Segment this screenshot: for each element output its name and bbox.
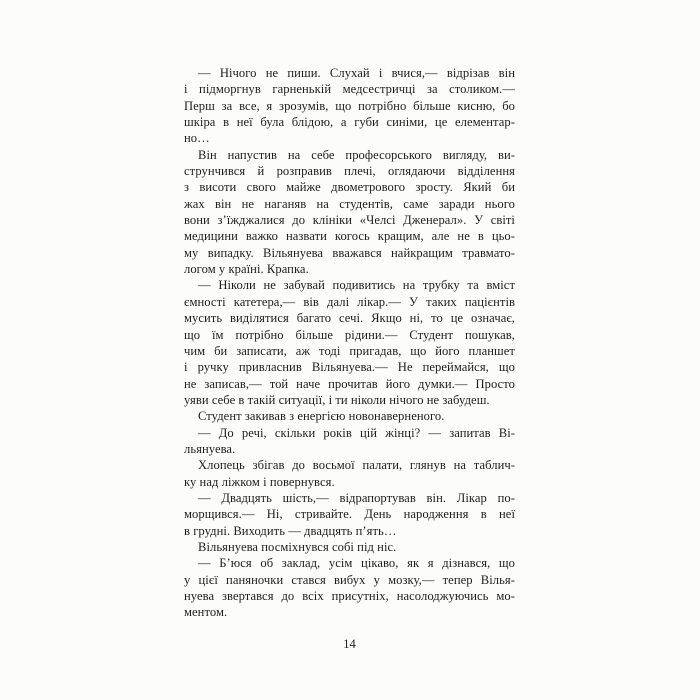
- text-line: мусить виділятися багато сечі. Якщо ні, то це означає,: [184, 311, 515, 326]
- text-line: Перш за все, я зрозумів, що потрібно більше кисню, бо: [184, 98, 515, 113]
- paragraph: [184, 425, 515, 458]
- text-line: — Б’юся об заклад, усім цікаво, як я дізнався, що: [198, 556, 515, 571]
- text-line: уяви себе в такій ситуації, і ти ніколи нічого не забудеш.: [184, 392, 490, 407]
- text-line: Хлопець збігав до восьмої палати, глянув на таблич-: [198, 458, 515, 473]
- text-line: в грудні. Виходить — двадцять п’ять…: [184, 523, 397, 538]
- text-line: що їм потрібно більше рідини.— Студент пошукав,: [184, 327, 515, 342]
- paragraph: [184, 457, 515, 490]
- text-line: з висоти свого майже двометрового зросту. Який би: [184, 180, 515, 195]
- paragraph: [184, 555, 515, 620]
- text-line: му випадку. Вільянуева вважався найкращим травмато-: [184, 245, 515, 260]
- text-line: морщився.— Ні, стривайте. День народження в неї: [184, 507, 515, 522]
- text-line: у цієї паняночки стався вибух у мозку,— тепер Вілья-: [184, 572, 515, 587]
- text-line: логом у країні. Крапка.: [184, 262, 309, 277]
- text-line: — Ніколи не забувай подивитись на трубку та вміст: [198, 278, 515, 293]
- text-line: Вільянуева посміхнувся собі під ніс.: [198, 539, 397, 554]
- text-line: Він напустив на себе професорського вигляду, ви-: [198, 147, 515, 162]
- text-line: і підморгнув гарненькій медсестричці за столиком.—: [184, 82, 515, 97]
- text-line: льянуева.: [184, 441, 236, 456]
- text-line: но…: [184, 131, 210, 146]
- text-block: [184, 65, 515, 621]
- paragraph: [184, 65, 515, 147]
- paragraph: [184, 147, 515, 278]
- text-line: — До речі, скільки років цій жінці? — запитав Ві-: [198, 425, 515, 440]
- text-line: ментом.: [184, 605, 228, 620]
- text-line: ємності катетера,— вів далі лікар.— У таких пацієнтів: [184, 294, 515, 309]
- text-line: Студент закивав з енергією новонаверненого.: [198, 409, 445, 424]
- text-line: медицини важко назвати когось кращим, але не в цьо-: [184, 229, 515, 244]
- text-line: не записав,— той наче прочитав його думки.— Просто: [184, 376, 515, 391]
- text-line: шкіра в неї була блідою, а губи синіми, це елементар-: [184, 115, 515, 130]
- text-line: і ручку привласнив Вільянуева.— Не переймайся, що: [184, 360, 515, 375]
- text-line: нуева звертався до всіх присутніх, насолоджуючись мо-: [184, 589, 515, 603]
- text-line: жах він не наганяв на студентів, саме заради нього: [184, 196, 515, 211]
- text-line: струнчився й розправив плечі, оглядаючи відділення: [184, 164, 515, 179]
- paragraph: [184, 277, 515, 408]
- text-line: ку над ліжком і повернувся.: [184, 474, 335, 489]
- page-number: 14: [343, 637, 356, 651]
- text-line: вони з’їжджалися до клініки «Челсі Дженерал». У світі: [184, 213, 515, 228]
- text-line: чим би записати, аж тоді пригадав, що його планшет: [184, 343, 515, 358]
- text-line: — Нічого не пиши. Слухай і вчися,— відрізав він: [198, 66, 515, 80]
- paragraph: [184, 539, 515, 555]
- paragraph: [184, 490, 515, 539]
- paragraph: [184, 408, 515, 424]
- text-line: — Двадцять шість,— відрапортував він. Лікар по-: [198, 490, 515, 505]
